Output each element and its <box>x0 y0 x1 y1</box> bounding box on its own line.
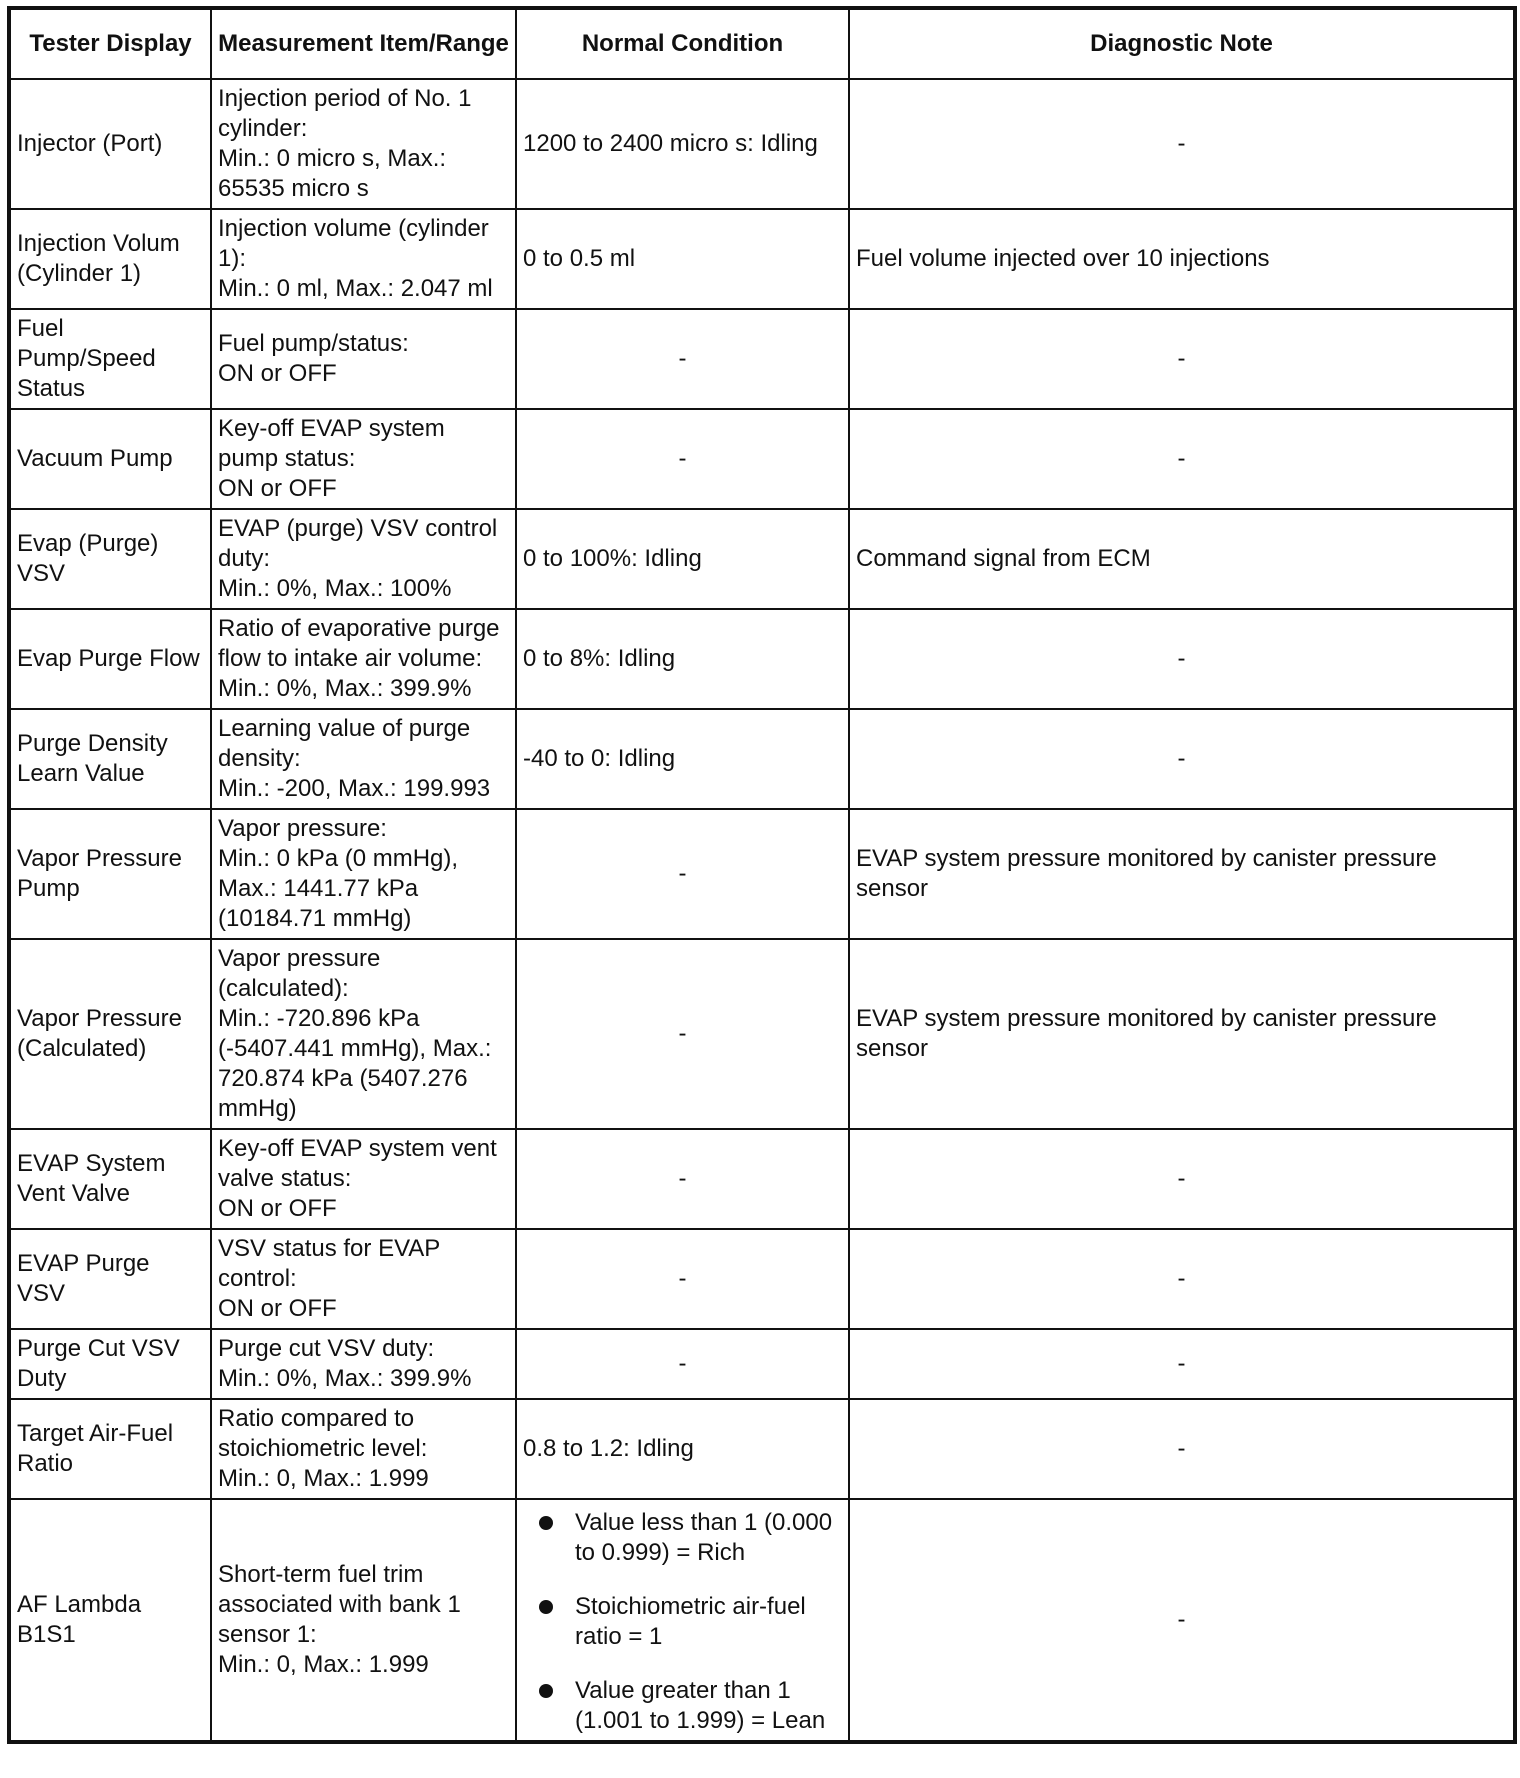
normal-condition-cell: - <box>516 1129 849 1229</box>
table-row <box>9 609 1515 709</box>
normal-condition-cell: 0 to 0.5 ml <box>516 209 849 309</box>
tester-display-cell: Vacuum Pump <box>9 409 211 509</box>
measurement-cell: Key-off EVAP system vent valve status: ON or OFF <box>211 1129 516 1229</box>
tester-display-cell: Purge Density Learn Value <box>9 709 211 809</box>
normal-condition-cell: - <box>516 309 849 409</box>
tester-display-cell: Evap (Purge) VSV <box>9 509 211 609</box>
table-row <box>9 1329 1515 1399</box>
measurement-cell: Vapor pressure (calculated): Min.: -720.896 kPa (-5407.441 mmHg), Max.: 720.874 kPa (5407.276 mmHg) <box>211 939 516 1129</box>
header-row <box>9 8 1515 79</box>
table-row <box>9 809 1515 939</box>
normal-condition-cell: 1200 to 2400 micro s: Idling <box>516 79 849 209</box>
measurement-cell: Ratio of evaporative purge flow to intake air volume: Min.: 0%, Max.: 399.9% <box>211 609 516 709</box>
tester-display-cell: EVAP System Vent Valve <box>9 1129 211 1229</box>
measurement-cell: Vapor pressure: Min.: 0 kPa (0 mmHg), Max.: 1441.77 kPa (10184.71 mmHg) <box>211 809 516 939</box>
diagnostic-note-cell: - <box>849 309 1515 409</box>
tester-display-cell: Vapor Pressure (Calculated) <box>9 939 211 1129</box>
table-row <box>9 209 1515 309</box>
bullet-item-stoichiometric <box>537 1592 842 1652</box>
measurement-cell: EVAP (purge) VSV control duty: Min.: 0%, Max.: 100% <box>211 509 516 609</box>
table-row <box>9 509 1515 609</box>
normal-condition-cell: - <box>516 409 849 509</box>
measurement-cell: VSV status for EVAP control: ON or OFF <box>211 1229 516 1329</box>
measurement-cell: Fuel pump/status: ON or OFF <box>211 309 516 409</box>
tester-display-cell: Target Air-Fuel Ratio <box>9 1399 211 1499</box>
diagnostic-note-cell: Fuel volume injected over 10 injections <box>849 209 1515 309</box>
header-normal-condition: Normal Condition <box>516 8 849 79</box>
bullet-text: Value greater than 1 (1.001 to 1.999) = Lean <box>575 1677 826 1734</box>
table-row <box>9 1229 1515 1329</box>
normal-condition-cell: - <box>516 939 849 1129</box>
measurement-cell: Key-off EVAP system pump status: ON or OFF <box>211 409 516 509</box>
diagnostic-note-cell: - <box>849 409 1515 509</box>
diagnostic-note-cell: EVAP system pressure monitored by canister pressure sensor <box>849 939 1515 1129</box>
diagnostic-note-cell: - <box>849 1399 1515 1499</box>
normal-condition-bullet-list <box>523 1504 842 1736</box>
measurement-cell: Short-term fuel trim associated with bank 1 sensor 1: Min.: 0, Max.: 1.999 <box>211 1499 516 1742</box>
measurement-cell: Injection period of No. 1 cylinder: Min.: 0 micro s, Max.: 65535 micro s <box>211 79 516 209</box>
tester-display-cell: Injector (Port) <box>9 79 211 209</box>
bullet-item-lean <box>537 1676 842 1736</box>
measurement-cell: Injection volume (cylinder 1): Min.: 0 ml, Max.: 2.047 ml <box>211 209 516 309</box>
bullet-dot-icon <box>539 1516 553 1530</box>
bullet-dot-icon <box>539 1684 553 1698</box>
normal-condition-cell: - <box>516 1329 849 1399</box>
bullet-dot-icon <box>539 1600 553 1614</box>
tester-display-cell: Purge Cut VSV Duty <box>9 1329 211 1399</box>
normal-condition-cell: - <box>516 809 849 939</box>
header-tester-display: Tester Display <box>9 8 211 79</box>
table-row <box>9 1399 1515 1499</box>
header-diagnostic-note: Diagnostic Note <box>849 8 1515 79</box>
normal-condition-cell: -40 to 0: Idling <box>516 709 849 809</box>
normal-condition-cell: 0 to 100%: Idling <box>516 509 849 609</box>
table-row <box>9 409 1515 509</box>
tester-display-cell: Fuel Pump/Speed Status <box>9 309 211 409</box>
diagnostic-note-cell: - <box>849 79 1515 209</box>
normal-condition-cell: 0 to 8%: Idling <box>516 609 849 709</box>
diagnostic-note-cell: - <box>849 1129 1515 1229</box>
tester-display-cell: Vapor Pressure Pump <box>9 809 211 939</box>
tester-display-cell: EVAP Purge VSV <box>9 1229 211 1329</box>
normal-condition-cell: 0.8 to 1.2: Idling <box>516 1399 849 1499</box>
diagnostic-note-cell: EVAP system pressure monitored by canister pressure sensor <box>849 809 1515 939</box>
table-row <box>9 939 1515 1129</box>
diagnostic-note-cell: - <box>849 1229 1515 1329</box>
diagnostic-note-cell: Command signal from ECM <box>849 509 1515 609</box>
bullet-text: Stoichiometric air-fuel ratio = 1 <box>575 1593 806 1650</box>
normal-condition-cell <box>516 1499 849 1742</box>
normal-condition-cell: - <box>516 1229 849 1329</box>
measurement-cell: Purge cut VSV duty: Min.: 0%, Max.: 399.9% <box>211 1329 516 1399</box>
table-row <box>9 1499 1515 1742</box>
measurement-cell: Ratio compared to stoichiometric level: Min.: 0, Max.: 1.999 <box>211 1399 516 1499</box>
header-measurement-item-range: Measurement Item/Range <box>211 8 516 79</box>
table-row <box>9 79 1515 209</box>
diagnostic-note-cell: - <box>849 1329 1515 1399</box>
bullet-item-rich <box>537 1508 842 1568</box>
table-row <box>9 1129 1515 1229</box>
data-list-table <box>7 6 1517 1744</box>
table-row <box>9 709 1515 809</box>
diagnostic-note-cell: - <box>849 709 1515 809</box>
measurement-cell: Learning value of purge density: Min.: -200, Max.: 199.993 <box>211 709 516 809</box>
diagnostic-note-cell: - <box>849 609 1515 709</box>
bullet-text: Value less than 1 (0.000 to 0.999) = Rich <box>575 1509 833 1566</box>
tester-display-cell: Evap Purge Flow <box>9 609 211 709</box>
tester-display-cell: AF Lambda B1S1 <box>9 1499 211 1742</box>
tester-display-cell: Injection Volum (Cylinder 1) <box>9 209 211 309</box>
diagnostic-note-cell: - <box>849 1499 1515 1742</box>
table-row <box>9 309 1515 409</box>
